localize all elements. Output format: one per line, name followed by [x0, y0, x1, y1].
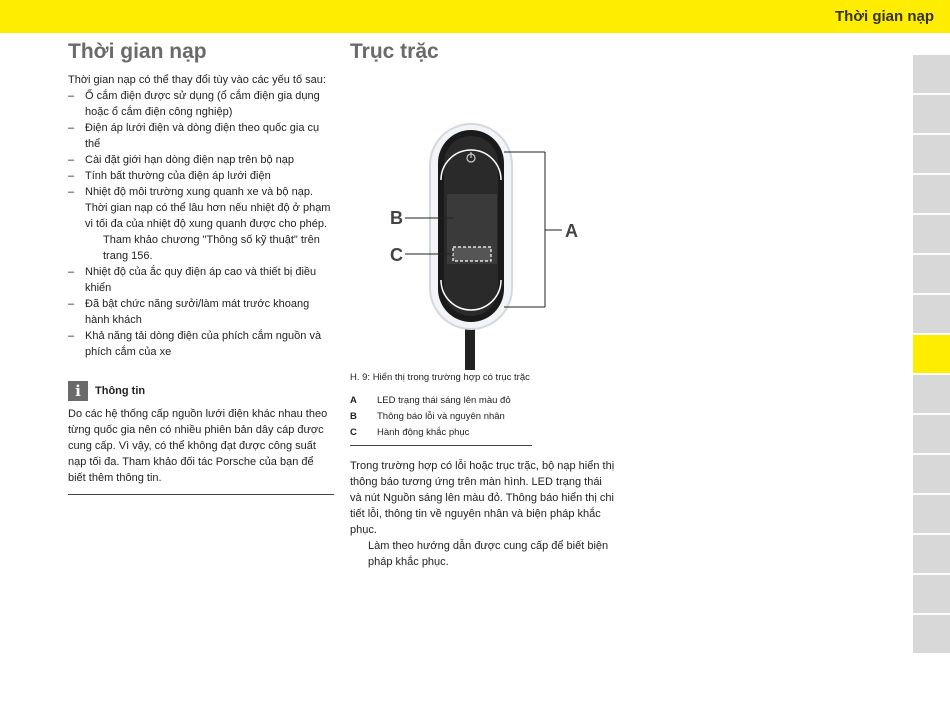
arrow-icon: ▷: [89, 234, 98, 246]
info-icon: i: [68, 381, 88, 401]
left-column: [68, 38, 334, 495]
charging-time-heading: Thời gian nạp: [68, 40, 207, 63]
list-item: – Khả năng tải dòng điện của phích cắm nguồn và phích cắm của xe: [68, 330, 322, 358]
list-item: – Nhiệt độ của ắc quy điện áp cao và thiết bị điều khiển: [68, 266, 317, 294]
side-tab: [913, 135, 950, 173]
malfunction-text: Trong trường hợp có lỗi hoặc trục trặc, bộ nạp hiển thị thông báo tương ứng trên màn hình. LED trạng thái và nút Nguồn sáng lên màu đỏ. Thông báo hiển thị chi tiết lỗi, thông tin về nguyên nhân và biện pháp khắc phục.: [350, 460, 615, 536]
label-c: C: [390, 245, 403, 265]
malfunction-instruction: ▷ Làm theo hướng dẫn được cung cấp để biết biện pháp khắc phục.: [354, 540, 609, 568]
list-item: – Cài đặt giới hạn dòng điện nạp trên bộ nạp: [68, 154, 295, 166]
side-tab: [913, 495, 950, 533]
side-tab-strip: [913, 55, 950, 655]
side-tab: [913, 95, 950, 133]
list-item: – Nhiệt độ môi trường xung quanh xe và bộ nạp. Thời gian nạp có thể lâu hơn nếu nhiệt độ ở phạm vi tối đa của nhiệt độ xung quanh được cho phép. ▷ Tham khảo chương "Thông số kỹ thuật" trên trang 156.: [68, 184, 334, 264]
side-tab: [913, 375, 950, 413]
charging-time-intro: Thời gian nạp có thể thay đổi tùy vào các yếu tố sau:: [68, 74, 326, 86]
malfunction-body: [350, 458, 615, 570]
info-box: [68, 380, 334, 495]
list-item: – Điện áp lưới điện và dòng điện theo quốc gia cụ thể: [68, 122, 320, 150]
charger-illustration: [350, 72, 615, 372]
legend-row: A LED trạng thái sáng lên màu đỏ: [350, 395, 511, 406]
figure-caption: H. 9: Hiển thị trong trường hợp có trục trặc: [350, 372, 530, 383]
list-item: – Đã bật chức năng sưởi/làm mát trước khoang hành khách: [68, 298, 310, 326]
cross-reference: ▷ Tham khảo chương "Thông số kỹ thuật" trên trang 156.: [89, 234, 320, 262]
list-item: – Ổ cắm điện được sử dụng (ổ cắm điện gia dụng hoặc ổ cắm điện công nghiệp): [68, 90, 320, 118]
info-title: Thông tin: [95, 385, 146, 397]
list-item: – Tính bất thường của điện áp lưới điện: [68, 170, 271, 182]
side-tab: [913, 255, 950, 293]
charger-figure: [350, 72, 615, 372]
side-tab: [913, 455, 950, 493]
side-tab: [913, 55, 950, 93]
legend-row: C Hành động khắc phục: [350, 427, 470, 438]
side-tab: [913, 335, 950, 373]
side-tab: [913, 295, 950, 333]
action-box: [453, 247, 491, 261]
label-b: B: [390, 208, 403, 228]
side-tab: [913, 175, 950, 213]
factor-list: [68, 88, 334, 360]
info-text: Do các hệ thống cấp nguồn lưới điện khác nhau theo từng quốc gia nên có nhiều phiên bản dây cáp được cung cấp. Vì vậy, có thể không đạt được công suất nạp tối đa. Tham khảo đối tác Porsche của bạn để biết thêm thông tin.: [68, 406, 334, 495]
header-bar: [0, 0, 950, 33]
right-column: [350, 38, 615, 570]
side-tab: [913, 415, 950, 453]
legend-row: B Thông báo lỗi và nguyên nhân: [350, 411, 505, 422]
section-title: Thời gian nạp: [835, 8, 934, 25]
side-tab: [913, 615, 950, 653]
side-tab: [913, 215, 950, 253]
label-a: A: [565, 221, 578, 241]
side-tab: [913, 535, 950, 573]
arrow-icon: ▷: [354, 540, 363, 552]
figure-legend: [350, 393, 532, 446]
malfunction-heading: Trục trặc: [350, 40, 439, 63]
side-tab: [913, 575, 950, 613]
